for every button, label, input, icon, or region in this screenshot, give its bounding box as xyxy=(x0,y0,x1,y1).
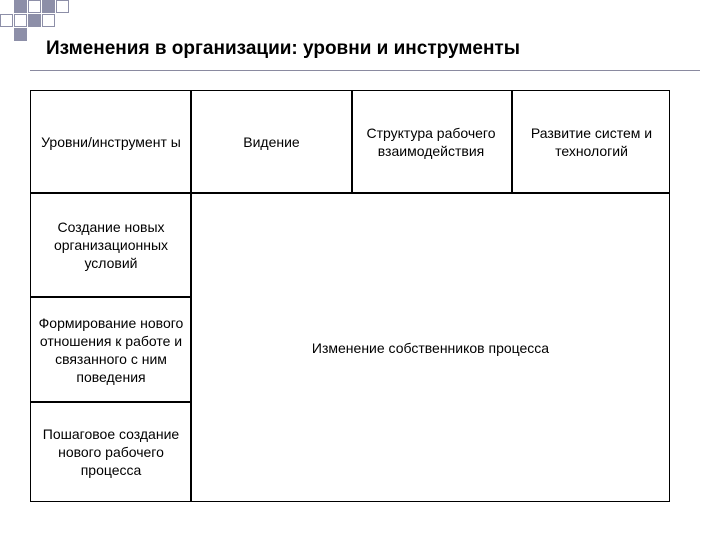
decor-square xyxy=(0,14,13,27)
decor-square xyxy=(28,0,41,13)
decor-square xyxy=(42,0,55,13)
header-systems: Развитие систем и технологий xyxy=(530,124,653,159)
header-structure: Структура рабочего взаимодействия xyxy=(366,124,496,159)
slide-title: Изменения в организации: уровни и инструменты xyxy=(46,38,520,59)
header-corner: Уровни/инструмент ы xyxy=(41,133,181,150)
decor-square xyxy=(14,28,27,41)
title-divider xyxy=(30,70,700,71)
row-label-conditions: Создание новых организационных условий xyxy=(53,219,169,271)
levels-tools-table xyxy=(30,90,670,502)
header-vision: Видение xyxy=(243,133,300,150)
decor-square xyxy=(14,14,27,27)
decor-square xyxy=(28,14,41,27)
column-divider xyxy=(351,91,353,193)
column-divider xyxy=(511,91,513,193)
row-label-process: Пошаговое создание нового рабочего процесса xyxy=(42,426,180,478)
decor-square xyxy=(14,0,27,13)
decor-square xyxy=(42,14,55,27)
merged-body-cell: Изменение собственников процесса xyxy=(311,339,550,356)
decor-square xyxy=(56,0,69,13)
row-label-behavior: Формирование нового отношения к работе и связанного с ним поведения xyxy=(38,314,184,385)
